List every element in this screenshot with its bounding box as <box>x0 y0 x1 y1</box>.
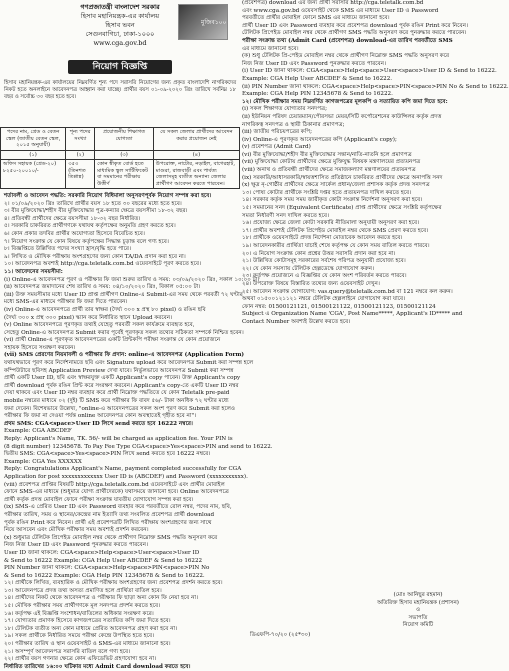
condition-line: ১৭। যোগ্যতার প্রমাণক হিসেবে কাগজপত্রের সত্যায়িত কপি জমা দিতে হবে। <box>4 618 171 625</box>
instruction-line: ২৩। কর্তৃপক্ষ প্রয়োজনে এ বিজ্ঞপ্তির যে কোন অংশ পরিবর্তন করতে পারবে। <box>242 273 407 280</box>
instruction-line: টেলিটক প্রিপেইড মোবাইল নম্বর থেকে প্রার্থীগণ SMS পদ্ধতি অনুসরণ করে পুনরুদ্ধার করতে পারবেন। <box>242 30 467 37</box>
condition-line: ৭। নিয়োগ সংক্রান্ত যে কোন বিষয়ে কর্তৃপক্ষের সিদ্ধান্ত চূড়ান্ত বলে গণ্য হবে। <box>4 238 169 245</box>
condition-line: মধ্যে SMS-এর মাধ্যমে পরীক্ষার ফি জমা দিতে পারবেন। <box>4 299 128 306</box>
instruction-line: প্রার্থী User ID এবং Password ব্যবহার করে প্রবেশপত্র download পূর্বক রঙিন Print করে নিবেন। <box>242 22 468 29</box>
table-cell-qualification: কোন স্বীকৃত বোর্ড হতে মাধ্যমিক স্কুল সার্টিফিকেট বা সমমানের পরীক্ষায় উত্তীর্ণ <box>95 160 154 189</box>
condition-line: সহায়ক হিসেবে সংরক্ষণ করবেন। <box>4 344 76 351</box>
instruction-line: পরবর্তীতে প্রার্থীর মোবাইল ফোনে SMS এর মাধ্যমে জানানো হবে। <box>242 15 390 22</box>
condition-line: (ii) আবেদনপত্র জমাদানের শেষ তারিখ ও সময়: ০৪/১০/২০২০ খ্রিঃ, বিকাল ০৫:০০ টা। <box>4 284 201 291</box>
instruction-line: সমতা নির্ধারণী সনদ দাখিল করতে হবে। <box>242 212 329 219</box>
instruction-line: ২০। এ নিয়োগ সংক্রান্ত কোন প্রশ্নের উত্তর সরাসরি প্রদান করা হবে না। <box>242 250 396 257</box>
signatory-designation-2: ও <box>415 607 421 613</box>
condition-line: ২০। পরীক্ষার তারিখ ও স্থান ওয়েবসাইট ও SMS-এর মাধ্যমে জানানো হবে। <box>4 641 171 648</box>
condition-line: (দৈর্ঘ্য ৩০০ x প্রস্থ ৩০০ pixel) স্ক্যান করে নির্ধারিত স্থানে Upload করবেন। <box>4 314 173 321</box>
conditions-section <box>4 193 273 671</box>
header-line-5: www.cga.gov.bd <box>93 39 147 47</box>
instruction-line: (vii) মুক্তিযোদ্ধা কোটায় প্রার্থীদের ক্ষেত্রে মুক্তিযুদ্ধ বিষয়ক মন্ত্রণালয়ের প্রত্যয়নপত্র <box>242 159 421 166</box>
instruction-line: (vi) বীর মুক্তিযোদ্ধা/শহীদ বীর মুক্তিযোদ্ধার সন্তান/নাতি-নাতনি হলে প্রমাণপত্র <box>242 151 412 158</box>
table-cell-post: অফিস সহায়ক (গ্রেড-২০) ৮২৫০-২০০১০/- <box>1 160 66 189</box>
condition-line: ১১। আবেদনের সময়সীমা: <box>4 268 63 275</box>
condition-line: PIN Number জানা থাকলে: CGA<space>Help<space>PIN<space>PIN No <box>4 565 210 572</box>
admit-card-note: নির্ধারিত তারিখের ১৬:০০ ঘটিকার মধ্যে Admit Card download করতে হবে। <box>4 663 191 670</box>
table-cell-district: উপরোক্ত, নাটোর, নড়াইল, বাগেরহাট, মাগুরা, রাজবাড়ী এবং পার্বত্য জেলাসমূহ ব্যতীত অন্যান্য জেলার প্রার্থীগণ আবেদন করতে পারবেন। <box>153 160 239 189</box>
instruction-line: ২৫। আবেদন সংক্রান্ত যোগাযোগ: vas.query@teletalk.com.bd বা 121 নম্বরে কল করুন। <box>242 288 453 295</box>
instruction-line: Example: CGA Help PIN 12345678 & Send to 16222. <box>242 91 393 98</box>
table-number-cell: (১) <box>1 150 66 160</box>
instruction-line: Example: CGA Help User ABCDEF & Send to 16222. <box>242 75 393 82</box>
instruction-line: ১২। মৌখিক পরীক্ষার সময় নিম্নবর্ণিত কাগজপত্রের মূলকপি ও সত্যায়িত কপি জমা দিতে হবে: <box>242 98 448 105</box>
signatory-name: (মোঃ আনিছুর রহমান) <box>393 592 443 598</box>
condition-line: ১২। প্রার্থীকে লিখিত, ব্যবহারিক ও মৌখিক পরীক্ষায় অংশগ্রহণের জন্য প্রবেশপত্র প্রদর্শন করতে হবে। <box>4 580 223 587</box>
signatory-designation-3: সভাপতি <box>408 614 428 621</box>
header-line-1: গণপ্রজাতন্ত্রী বাংলাদেশ সরকার <box>80 3 160 11</box>
condition-line: পূর্বক রঙিন Print করে নিবেন। প্রার্থী এই প্রবেশপত্রটি লিখিত পরীক্ষায় অংশগ্রহণের জন্য সাথে <box>4 519 212 526</box>
instruction-line: অথবা ০১৫০০১২১১২১ নম্বরে টেলিটক হেল্পলাইনে যোগাযোগ করা যাবে। <box>242 296 406 303</box>
condition-line: Example: CGA ABCDEF <box>4 428 72 435</box>
table-header-count: শূন্য পদের সংখ্যা <box>66 128 95 151</box>
condition-line: (iii) উক্ত সময়সীমার মধ্যে User ID প্রাপ্ত প্রার্থীগণ Online-এ Submit-এর সময় থেকে পরবর্তী ৭২ ঘণ্টার <box>4 291 243 298</box>
signatory-designation-1: অতিরিক্ত হিসাব মহানিয়ন্ত্রক (প্রশাসন) <box>377 599 459 606</box>
condition-line: ৩। বীর মুক্তিযোদ্ধা/শহীদ বীর মুক্তিযোদ্ধার পুত্র-কন্যার ক্ষেত্রে বয়সসীমা ১৮-৩২ বছর। <box>4 208 188 215</box>
condition-line: (i) Online-এ আবেদনপত্র পূরণ ও পরীক্ষার ফি জমা শুরুর তারিখ ও সময়: ০৩/০৯/২০২০ খ্রিঃ, সকাল ১০:০০ টা। <box>4 276 260 283</box>
instruction-line: Contact Number অবশ্যই উল্লেখ করতে হবে। <box>242 318 351 325</box>
condition-line: User ID জানা থাকলে: CGA<space>Help<space>User<space>User ID <box>4 549 200 556</box>
condition-line: ১০। আবেদনপত্র অবশ্যই http://cga.teletalk.com.bd ওয়েবসাইটে পূরণ করতে হবে। <box>4 261 201 268</box>
instruction-line: (ii) ইউনিয়ন পরিষদ চেয়ারম্যান/পৌরসভা মেয়র/সিটি কর্পোরেশনের কাউন্সিলর কর্তৃক প্রদত্ত <box>242 113 442 120</box>
header-line-2: হিসাব মহানিয়ন্ত্রক-এর কার্যালয় <box>80 12 160 20</box>
condition-line: ১৪। প্রার্থীদের নিকট থেকে আবেদনপত্র ও পরীক্ষার ফি ছাড়া অন্য কোন ফি নেয়া হবে না। <box>4 595 199 602</box>
instruction-line: (iv) Online-এ পূরণকৃত আবেদনপত্রের কপি (Applicant's copy); <box>242 136 397 143</box>
condition-line: ৫। সরকারি চাকরিরত প্রার্থীগণকে যথাযথ কর্তৃপক্ষের অনুমতি গ্রহণ করতে হবে। <box>4 223 176 230</box>
condition-line: ফোনে SMS-এর মাধ্যমে (শুধুমাত্র যোগ্য প্রার্থীদেরকে) যথাসময়ে জানানো হবে। Online আবেদনপত্রে <box>4 489 229 496</box>
table-number-cell: (৩) <box>95 150 154 160</box>
condition-line: ৯। লিখিত ও মৌখিক পরীক্ষায় অংশগ্রহণের জন্য কোন TA/DA প্রদান করা হবে না। <box>4 253 186 260</box>
instruction-line: (ii) PIN Number জানা থাকলে: CGA<space>Help<space>PIN<space>PIN No & Send to 16222. <box>242 83 509 90</box>
instruction-line: এর মাধ্যমে জানানো হবে। <box>242 45 299 52</box>
condition-line: Example: CGA Yes XXXXXX <box>4 458 82 465</box>
condition-line: ১৮। টেলিটক ব্যতীত অন্য কোন মাধ্যমে প্রেরিত আবেদনপত্র গ্রহণ করা হবে না। <box>4 625 178 632</box>
dfp-memo: ডিএফপি-৭০/২০ (২৫*৩০) <box>250 632 311 638</box>
instruction-line: (i) সকল শিক্ষাগত যোগ্যতার সনদপত্র; <box>242 106 328 113</box>
instruction-line: ১৭। প্রার্থীর অবশ্যই টেলিটক প্রিপেইড মোবাইল নম্বর থেকে SMS প্রেরণ করতে হবে। <box>242 227 429 234</box>
condition-line: নিয়ে আসবেন এবং মৌখিক পরীক্ষার সময় অবশ্যই প্রদর্শন করবেন। <box>4 527 149 534</box>
instruction-line: ১৪। সরকার কর্তৃক সময় সময় জারীকৃত কোটা সংক্রান্ত নির্দেশনা অনুসরণ করা হবে। <box>242 197 423 204</box>
condition-line: প্রার্থী download পূর্বক রঙিন প্রিন্ট করে সংরক্ষণ করবেন। Applicant's copy-তে একটি User ID নম্বর <box>4 382 239 389</box>
condition-line: (vii) SMS প্রেরণের নিয়মাবলী ও পরীক্ষার ফি প্রদান: online-এ আবেদনপত্র (Application Form) <box>4 352 245 359</box>
condition-line: mobile নম্বরের মাধ্যমে ০২ (দুই) টি SMS করে পরীক্ষার ফি বাবদ ৫৬/- টাকা অনধিক ৭২ ঘণ্টার মধ্যে <box>4 398 229 405</box>
condition-line: & Send to 16222 Example: CGA Help PIN 12345678 & Send to 16222. <box>4 572 205 579</box>
instruction-line: ১৬। প্রযোজ্য ক্ষেত্রে জেলা কোটা সরকারি নীতিমালা অনুযায়ী অনুসরণ করা হবে। <box>242 220 420 227</box>
signatory-designation-4: নিয়োগ কমিটি <box>402 622 434 628</box>
instruction-line: (ক) শুধু টেলিটক প্রি-পেইড মোবাইল নম্বর থেকে প্রার্থীগণ নিম্নোক্ত SMS পদ্ধতি অনুসরণ করে <box>242 53 450 60</box>
instruction-line: (v) প্রবেশপত্র (Admit Card) <box>242 144 311 151</box>
table-number-cell: (২) <box>66 150 95 160</box>
right-column <box>242 0 509 645</box>
condition-line: ১৯। সকল প্রার্থীকে নির্ধারিত সময়ে পরীক্ষা কেন্দ্রে উপস্থিত হতে হবে। <box>4 633 155 640</box>
logo-text: মুজিব১০০ <box>201 19 227 26</box>
condition-line: ৪। প্রতিবন্ধী প্রার্থীদের ক্ষেত্রে বয়সসীমা ১৮-৩২ বছর নির্ধারিত। <box>4 215 141 222</box>
signature-block <box>358 592 478 630</box>
notice-title: নিয়োগ বিজ্ঞপ্তি <box>68 60 172 74</box>
instruction-line: ২১। উল্লিখিত কোটাসমূহ সরকারের সর্বশেষ পরিপত্র অনুযায়ী প্রযোজ্য হবে। <box>242 258 406 265</box>
instruction-line: ১৩। পোষ্য কোটার প্রার্থীকে সংশ্লিষ্ট দপ্তর হতে প্রত্যয়নপত্র দাখিল করতে হবে। <box>242 189 412 196</box>
instruction-line: ১৫। সমমানের সনদ (Equivalent Certificate) প্রাপ্ত প্রার্থীদের ক্ষেত্রে সংশ্লিষ্ট কর্তৃপক্ষের <box>242 205 442 212</box>
condition-line: ১৬। কর্তৃপক্ষ এই বিজ্ঞপ্তি সংশোধন/বাতিলের অধিকার সংরক্ষণ করে। <box>4 610 154 617</box>
condition-line: Application for post xxxxxxxxxxxxx User ID is (ABCDEF) and Password (xxxxxxxxxxx). <box>4 473 248 480</box>
condition-line: (vi) প্রার্থী Online-এ পূরণকৃত আবেদনপত্রের একটি প্রিন্টকপি পরীক্ষা সংক্রান্ত যে কোন প্রয়োজনে <box>4 337 221 344</box>
condition-line: শর্তাবলী ও আবেদন পদ্ধতি: সরকারি নিয়োগ বিধিমালা অনুসরণপূর্বক নিয়োগ সম্পন্ন করা হবে। <box>4 193 212 199</box>
table-header-qualification: প্রয়োজনীয় শিক্ষাগত যোগ্যতা <box>95 128 154 151</box>
instruction-line: (viii) অনাথ ও প্রতিবন্ধী প্রার্থীদের ক্ষেত্রে সমাজকল্যাণ মন্ত্রণালয়ের প্রত্যয়নপত্র <box>242 167 416 174</box>
condition-line: ৬। কোন প্রকার তদবির প্রার্থীর অযোগ্যতা হিসেবে বিবেচিত হবে। <box>4 230 145 237</box>
table-header-district: যে সকল জেলার প্রার্থীদের আবেদন করার প্রয়োজন নেই <box>153 128 239 151</box>
condition-line: জমা দেবেন। বিশেষভাবে উল্লেখ্য, "online-এ আবেদনপত্রের সকল অংশ পূরণ করে Submit করা হলেও <box>4 405 235 412</box>
header-line-3: হিসাব ভবন <box>105 21 135 29</box>
condition-line: (viii) প্রবেশপত্র প্রাপ্তির বিষয়টি http://cga.teletalk.com.bd ওয়েবসাইটে এবং প্রার্থীর মোবাইল <box>4 481 225 488</box>
instruction-line: (x) ক্ষুদ্র নৃ-গোষ্ঠীর প্রার্থীদের ক্ষেত্রে সার্কেল প্রধান/জেলা প্রশাসক কর্তৃক প্রদত্ত সনদপত্র <box>242 182 430 189</box>
condition-line: প্রথম SMS: CGA<space>User ID লিখে send করতে হবে 16222 নম্বরে। <box>4 420 193 427</box>
table-cell-count: ৩৫৩ (তিনশত তিপ্পান্ন) <box>66 160 95 189</box>
condition-line: কম্পিউটারে ছবিসহ Application Preview দেখা যাবে। নির্ভুলভাবে আবেদনপত্র Submit করা সম্পন্ন <box>4 367 234 374</box>
instruction-line: (প্রবেশপত্র) download এর জন্য প্রার্থী সরাসরি http://cga.teletalk.com.bd <box>242 0 424 6</box>
instruction-line: ২৪। উপরোক্ত বিষয়ে বিস্তারিত তথ্যের জন্য ওয়েবসাইট দেখুন। <box>242 280 380 287</box>
table-number-row <box>1 150 240 160</box>
instruction-line: (ix) সরকারি/আধাসরকারি/স্বায়ত্তশাসিত প্রতিষ্ঠানে চাকরিরত প্রার্থীদের ক্ষেত্রে অনাপত্তি সনদ <box>242 174 443 181</box>
condition-line: যথাযথভাবে পূরণ করে নির্দেশনামতে ছবি এবং Signature upload করে আবেদনপত্র Submit করা সম্পন্ন হলে <box>4 360 254 367</box>
mujib-100-logo <box>178 4 228 40</box>
intro-paragraph: হিসাব মহানিয়ন্ত্রক-এর কার্যালয়ের নিম্নবর্ণিত শূন্য পদে সরাসরি নিয়োগের জন্য প্রকৃত বাংলাদেশি নাগরিকদের নিকট হতে অনলাইনে আবেদনপত্র আহ্বান করা যাচ্ছে। প্রার্থীর বয়স ০১-০৯-২০২০ খ্রিঃ তারিখে সর্বনিম্ন ১৮ বছর ও সর্বোচ্চ ৩০ বছর হতে হবে। <box>4 80 236 101</box>
condition-line: ১৩। আবেদনপত্রে প্রদত্ত তথ্য অসত্য প্রমাণিত হলে প্রার্থিতা বাতিল হবে। <box>4 587 162 594</box>
condition-line: প্রার্থী কর্তৃক প্রদত্ত মোবাইল ফোনে পরীক্ষা সংক্রান্ত যাবতীয় যোগাযোগ সম্পন্ন করা হবে। <box>4 496 194 503</box>
table-header-post: পদের নাম, গ্রেড ও বেতন স্কেল (জাতীয় বেতন স্কেল, ২০১৫ অনুযায়ী) <box>1 128 66 151</box>
condition-line: (8 digit number) 12345678. To Pay Fee Type CGA<space>Yes<space>PIN and send to 16222. <box>4 443 273 450</box>
condition-line: (x) শুধুমাত্র টেলিটক প্রিপেইড মোবাইল নম্বর থেকে প্রার্থীগণ নিম্নোক্ত SMS পদ্ধতি অনুসরণ করে <box>4 534 218 541</box>
condition-line: পরীক্ষার তারিখ, সময় ও স্থানের/কেন্দ্রের নাম ইত্যাদি তথ্য সংবলিত প্রবেশপত্র প্রার্থী download <box>4 511 215 518</box>
condition-line: প্রার্থী একটি User ID, ছবি এবং স্বাক্ষরযুক্ত একটি Applicant's copy পাবেন। উক্ত Applicant's copy <box>4 375 241 382</box>
condition-line: ২২। প্রার্থীর বয়স গণনার ক্ষেত্রে কোন এফিডেভিট গ্রহণযোগ্য হবে না। <box>4 656 157 663</box>
condition-line: দেয়া থাকবে এবং User ID নম্বর ব্যবহার করে প্রার্থী নিম্নোক্ত পদ্ধতিতে যে কোন Teletalk pre-paid <box>4 390 230 397</box>
condition-line: & Send to 16222 Example: CGA Help User ABCDEF & Send to 16222 <box>4 557 203 564</box>
table-row <box>1 160 240 189</box>
instruction-line: নিজ নিজ User ID এবং Password পুনরুদ্ধার করতে পারবেন। <box>242 60 387 67</box>
condition-line: ২১। অসম্পূর্ণ আবেদনপত্র সরাসরি বাতিল বলে গণ্য হবে। <box>4 648 131 655</box>
condition-line: নিজ নিজ User ID এবং Password পুনরুদ্ধার করতে পারবেন। <box>4 542 149 549</box>
instruction-line: (iii) জাতীয় পরিচয়পত্রের কপি; <box>242 129 313 136</box>
condition-line: Reply: Applicant's Name, TK. 56/- will be charged as application fee. Your PIN is <box>4 436 233 442</box>
instruction-line: এবং www.cga.gov.bd ওয়েবসাইট থেকে SMS এর মাধ্যমে User ID ও Password <box>242 7 439 14</box>
instruction-line: ২২। যে কোন সমস্যায় টেলিটক হেল্পডেস্কে যোগাযোগ করুন। <box>242 265 374 272</box>
instruction-line: ১৯। আবেদনকারীর প্রার্থিতা যাচাই শেষে কর্তৃপক্ষ যে কোন সময় বাতিল করতে পারবে। <box>242 243 430 249</box>
table-number-cell: (৪) <box>153 150 239 160</box>
condition-line: দ্বিতীয় SMS: CGA<space>Yes<space>PIN লিখে send করতে হবে 16222 নম্বরে। <box>4 451 211 458</box>
instruction-line: ১৮। প্রার্থীকে ওয়েবসাইটে প্রদত্ত নির্দেশনা মোতাবেক আবেদন করতে হবে। <box>242 235 403 242</box>
instruction-line: (i) User ID জানা থাকলে: CGA<space>Help<space>User<space>User ID & Send to 16222. <box>242 68 497 75</box>
condition-line: ৮। বিজ্ঞপ্তিতে উল্লিখিত পদের সংখ্যা হ্রাস/বৃদ্ধি হতে পারে। <box>4 246 132 253</box>
vacancy-table <box>0 127 240 189</box>
condition-line: (v) Online আবেদনপত্রে পূরণকৃত তথ্যই যেহেতু পরবর্তী সকল কার্যক্রমে ব্যবহৃত হবে, <box>4 322 195 329</box>
instruction-line: নাগরিকত্ব সনদপত্র ও স্থায়ী ঠিকানার প্রমাণপত্র; <box>242 121 345 128</box>
condition-line: Reply: Congratulations Applicant's Name, payment completed successfully for CGA <box>4 466 242 473</box>
instruction-line: ফোন নম্বর: 01500121121, 01500121122, 01500121123, 01500121124 <box>242 303 436 310</box>
header-line-4: সেগুনবাগিচা, ঢাকা-১০০০ <box>85 30 155 38</box>
condition-line: (iv) Online-এ আবেদনপত্রে প্রার্থী তার স্বাক্ষর (দৈর্ঘ্য ৩০০ x প্রস্থ ৮০ pixel) ও রঙিন ছবি <box>4 306 206 313</box>
condition-line: ১৫। মৌখিক পরীক্ষার সময় প্রার্থীগণকে মূল সনদপত্র প্রদর্শন করতে হবে। <box>4 603 161 610</box>
instruction-line: পরীক্ষা সংক্রান্ত তথ্য (Admit Card (প্রবেশপত্র) download-এর তারিখ পরবর্তীতে SMS <box>242 37 453 44</box>
instruction-line: Subject এ Organization Name 'CGA', Post Name*****, Applicant's ID***** and <box>242 311 463 318</box>
condition-line: (ix) SMS-এ প্রেরিত User ID এবং Password ব্যবহার করে পরবর্তীতে রোল নম্বর, পদের নাম, ছবি, <box>4 504 232 511</box>
condition-line: সেহেতু Online-এ আবেদনপত্র Submit করার পূর্বেই পূরণকৃত সকল তথ্যের সঠিকতা সম্পর্কে নিশ্চিত হবেন। <box>4 329 244 336</box>
table-header-row <box>1 128 240 151</box>
condition-line: ২। ০১/০৯/২০২০ খ্রিঃ তারিখে প্রার্থীর বয়স ১৮ হতে ৩০ বছরের মধ্যে হতে হবে। <box>4 200 182 207</box>
condition-line: পরীক্ষার ফি জমা না দেওয়া পর্যন্ত online আবেদনপত্র কোন অবস্থাতেই গৃহীত হবে না"। <box>4 413 197 420</box>
